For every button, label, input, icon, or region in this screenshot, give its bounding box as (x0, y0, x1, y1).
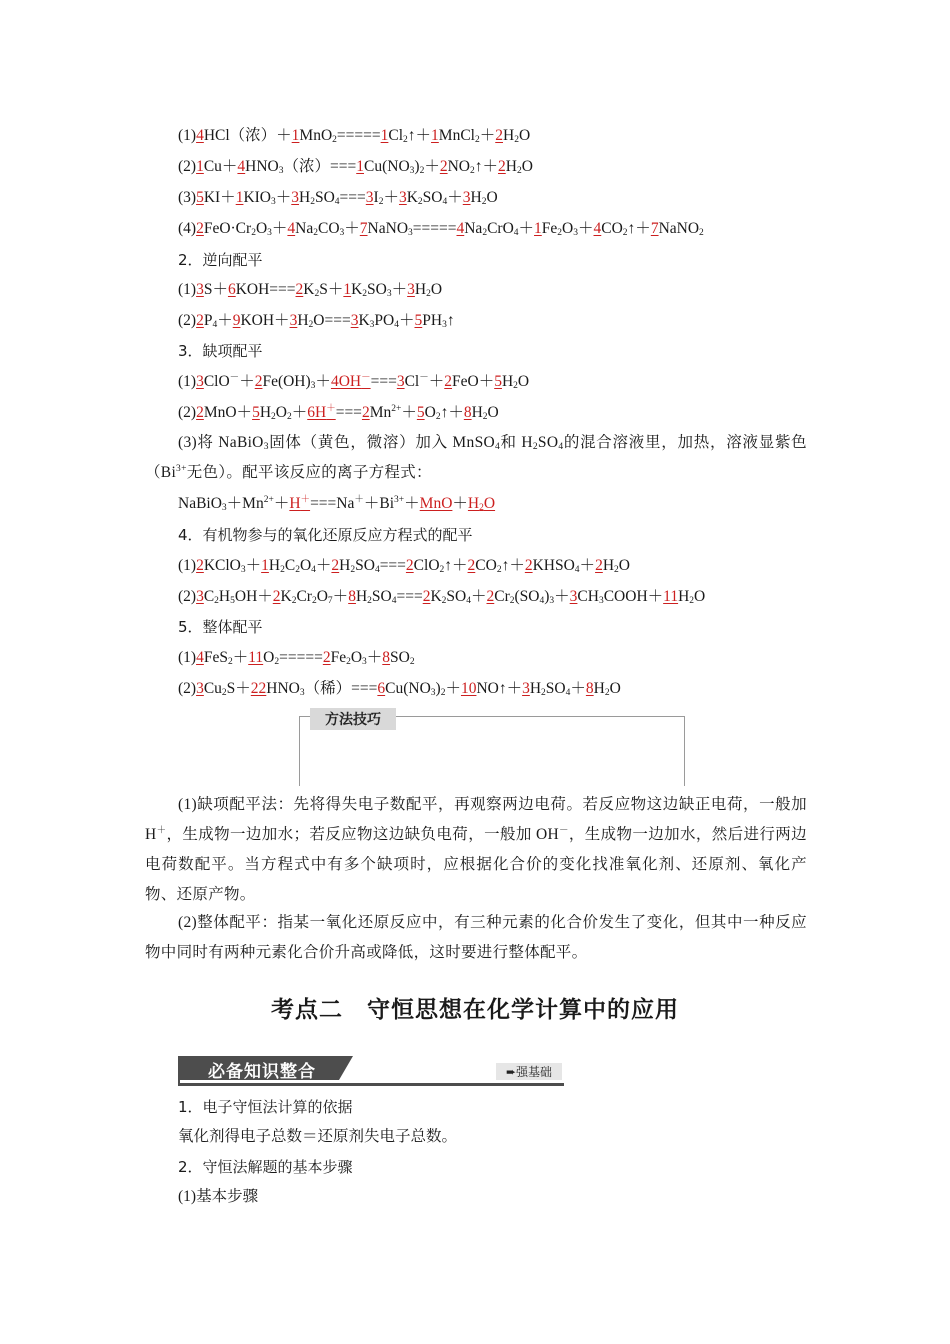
equation-5: $(1)3S+6KOH===2K_2S+1K_2SO_3+3H_2O$ (178, 281, 443, 299)
banner-title: 必备知识整合 (208, 1062, 316, 1082)
equation-6: $(2)2P_4+9KOH+3H_2O===3K_3PO_4+5PH_3↑$ (178, 312, 455, 330)
heading-reverse-balancing: 2．逆向配平 (178, 251, 263, 269)
equation-7: $(1)3ClO^-+2Fe(OH)_3+4OH^-===3Cl^-+2FeO+5H_2O$ (178, 373, 530, 391)
equation-8: $(2)2MnO+5H_2O_2+6H^+===2Mn^{2+}+5O_2↑+8H_2O$ (178, 404, 499, 422)
equation-11: $(2)3C_2H_5OH+2K_2Cr_2O_7+8H_2SO_4===2K_2SO_4+2Cr_2(SO_4)_3+3CH_3COOH+11H_2O$ (178, 588, 706, 606)
equation-1: (1)4HCl（浓）$+1MnO_2=====1Cl_2↑+1MnCl_2+2H_2O$ (178, 127, 531, 145)
equation-9: $NaBiO_3+Mn^{2+}+H^+===Na^++Bi^{3+}+MnO+H_2O$ (178, 495, 496, 513)
equation-10: $(1)2KClO_3+1H_2C_2O_4+2H_2SO_4===2ClO_2↑+2CO_2↑+2KHSO_4+2H_2O$ (178, 557, 630, 575)
equation-13: $(2)3Cu_2S+22HNO_3$（稀）$===6Cu(NO_3)_2+10NO↑+3H_2SO_4+8H_2O$ (178, 680, 621, 698)
heading-organic-redox: 4．有机物参与的氧化还原反应方程式的配平 (178, 526, 473, 544)
section-title: 考点二 守恒思想在化学计算中的应用 (271, 997, 679, 1023)
basic-steps-text: (1)基本步骤 (178, 1188, 259, 1205)
knowledge-banner (178, 1056, 564, 1086)
method-paragraph-1: (1)缺项配平法：先将得失电子数配平，再观察两边电荷。若反应物这边缺正电荷，一般加 H＋，生成物一边加水；若反应物这边缺负电荷，一般加 OH－，生成物一边加水，然后进行两边电荷数配平。当方程式中有多个缺项时，应根据化合价的变化找准氧化剂、还原剂、氧化产物、还原产物。 (145, 796, 807, 903)
electron-conservation-text: 氧化剂得电子总数＝还原剂失电子总数。 (178, 1128, 458, 1145)
banner-tag: ➨强基础 (496, 1063, 562, 1080)
equation-4: $(4)2FeO\cdot Cr_2O_3+4Na_2CO_3+7NaNO_3=====4Na_2CrO_4+1Fe_2O_3+4CO_2↑+7NaNO_2$ (178, 220, 704, 238)
method-paragraph-2: (2)整体配平：指某一氧化还原反应中，有三种元素的化合价发生了变化，但其中一种反应物中同时有两种元素化合价升高或降低，这时要进行整体配平。 (145, 914, 807, 961)
heading-basic-steps: 2．守恒法解题的基本步骤 (178, 1158, 353, 1176)
equation-2: $(2)1Cu+4HNO_3$（浓）$===1Cu(NO_3)_2+2NO_2↑+2H_2O$ (178, 158, 533, 176)
heading-overall-balancing: 5．整体配平 (178, 618, 263, 636)
heading-missing-term-balancing: 3．缺项配平 (178, 342, 263, 360)
method-tips-tab: 方法技巧 (310, 708, 396, 730)
equation-3: $(3)5KI+1KIO_3+3H_2SO_4===3I_2+3K_2SO_4+3H_2O$ (178, 189, 498, 207)
question-3-paragraph: (3)将 NaBiO$_3$固体（黄色，微溶）加入 MnSO$_4$和 $H_2SO_4$的混合溶液里，加热，溶液显紫色（$Bi^{3+}$无色）。配平该反应的离子方程式： (145, 434, 807, 481)
heading-electron-conservation: 1．电子守恒法计算的依据 (178, 1098, 353, 1116)
equation-12: $(1)4FeS_2+11O_2=====2Fe_2O_3+8SO_2$ (178, 649, 415, 667)
banner-rule (178, 1083, 564, 1086)
